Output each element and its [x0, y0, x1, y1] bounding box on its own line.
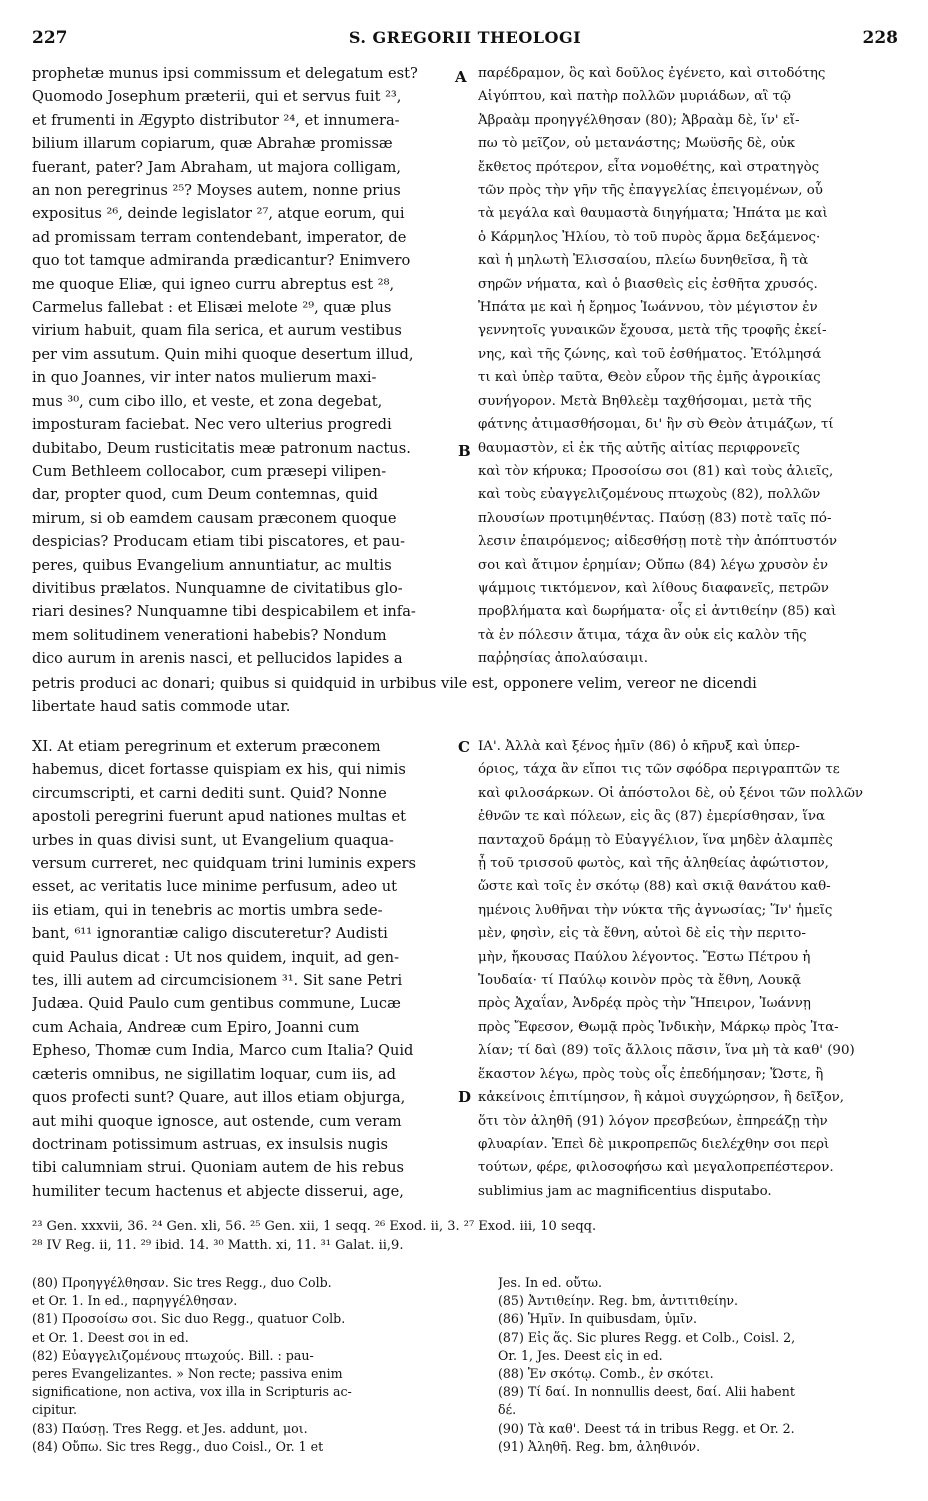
- greek-text-line: ὁ Κάρμηλος Ἠλίου, τὸ τοῦ πυρὸς ἅρμα δεξάμενος·: [478, 229, 821, 245]
- note-line: (83) Παύσῃ. Tres Regg. et Jes. addunt, μοι.: [32, 1420, 308, 1436]
- latin-text-line: dico aurum in arenis nasci, et pellucidos lapides a: [32, 650, 403, 668]
- greek-text-line: τὰ μεγάλα καὶ θαυμαστὰ διηγήματα; Ἠπάτα με καὶ: [478, 206, 828, 222]
- latin-text-line: despicias? Producam etiam tibi piscatores, et pau-: [32, 533, 406, 551]
- greek-text-line: πανταχοῦ δράμῃ τὸ Εὐαγγέλιον, ἵνα μηδὲν ἀλαμπὲς: [478, 832, 833, 848]
- greek-text-line: φλυαρίαν. Ἐπεὶ δὲ μικροπρεπῶς διελέχθην σοι περὶ: [478, 1136, 830, 1152]
- greek-text-line: σηρῶν νήματα, καὶ ὁ βιασθεὶς εἰς ἐσθῆτα χρυσός.: [478, 276, 818, 292]
- latin-text-line: divitibus prælatos. Nunquamne de civitatibus glo-: [32, 579, 403, 597]
- page-header: [32, 28, 898, 56]
- greek-text-line: όριος, τάχα ἂν εἴποι τις τῶν σφόδρα περιγραπτῶν τε: [478, 762, 840, 778]
- latin-text-line: dar, propter quod, cum Deum contemnas, quid: [32, 486, 378, 504]
- latin-text-line: virium habuit, quam fila serica, et aurum vestibus: [32, 322, 402, 340]
- note-line: et Or. 1. In ed., παρηγγέλθησαν.: [32, 1293, 238, 1309]
- note-line: Or. 1, Jes. Deest εἰς in ed.: [498, 1347, 663, 1363]
- greek-text-line: sublimius jam ac magnificentius disputabo.: [478, 1183, 772, 1199]
- latin-text-line: doctrinam potissimum astruas, ex insulsis nugis: [32, 1135, 389, 1153]
- greek-text-line: μὲν, φησὶν, εἰς τὰ ἔθνη, αὐτοὶ δὲ εἰς τὴν περιτο-: [478, 926, 806, 942]
- full-width-text: [32, 672, 900, 719]
- note-line: Jes. In ed. οὔτω.: [498, 1275, 603, 1290]
- greek-text-line: μὴν, ἤκουσας Παύλου λέγοντος. Ἔστω Πέτρου ἡ: [478, 949, 811, 965]
- greek-text-line: ΙΑ'. Ἀλλὰ καὶ ξένος ἡμῖν (86) ὁ κῆρυξ καὶ ὑπερ-: [478, 739, 800, 754]
- latin-text-line: Cum Bethleem collocabor, cum præsepi vilipen-: [32, 462, 387, 480]
- latin-text-line: quos profecti sunt? Quare, aut illos etiam objurga,: [32, 1089, 406, 1107]
- latin-text-line: riari desines? Nunquamne tibi despicabilem et infa-: [32, 603, 416, 621]
- latin-text-line: XI. At etiam peregrinum et exterum præconem: [32, 738, 381, 755]
- greek-text-line: καὶ ἡ μηλωτὴ Ἐλισσαίου, πλείω δυνηθεῖσα, ἢ τὰ: [478, 253, 809, 269]
- greek-text-line: Ἠπάτα με καὶ ἡ ἔρημος Ἰωάννου, τὸν μέγιστον ἐν: [478, 300, 818, 316]
- latin-text-line: expositus ²⁶, deinde legislator ²⁷, atque eorum, qui: [32, 205, 405, 223]
- latin-text-line: bilium illarum copiarum, quæ Abrahæ promissæ: [32, 135, 393, 153]
- greek-text-line: ψάμμοις τικτόμενον, καὶ λίθους διαφανεῖς, πετρῶν: [478, 580, 829, 596]
- greek-text-line: Ἰουδαία· τί Παύλῳ κοινὸν πρὸς τὰ ἔθνη, Λουκᾷ: [478, 973, 802, 989]
- greek-text-line: Ἀβραὰμ προηγγέλθησαν (80); Ἀβραὰμ δὲ, ἵν' εἴ-: [478, 112, 800, 128]
- greek-text-line: καὶ τοὺς εὐαγγελιζομένους πτωχοὺς (82), πολλῶν: [478, 487, 821, 503]
- greek-text-line: ὅτι τὸν ἀληθῆ (91) λόγον πρεσβεύων, ἐπηρεάζῃ τὴν: [478, 1113, 828, 1129]
- greek-text-line: παρέδραμον, ὃς καὶ δοῦλος ἐγένετο, καὶ σιτοδότης: [478, 66, 826, 81]
- scripture-reference-line: ²³ Gen. xxxvii, 36. ²⁴ Gen. xli, 56. ²⁵ Gen. xii, 1 seqq. ²⁶ Exod. ii, 3. ²⁷ Exod. iii, 10 seqq.: [32, 1219, 597, 1234]
- greek-text-line: νης, καὶ τῆς ζώνης, καὶ τοῦ ἐσθήματος. Ἐτόλμησά: [478, 346, 822, 362]
- latin-text-line: Quomodo Josephum præterii, qui et servus fuit ²³,: [32, 88, 402, 106]
- latin-text-line: habemus, dicet fortasse quispiam ex his, qui nimis: [32, 761, 406, 779]
- greek-text-line: πλουσίων προτιμηθέντας. Παύσῃ (83) ποτὲ ταῖς πό-: [478, 510, 832, 526]
- greek-text-line: πρὸς Ἀχαΐαν, Ἀνδρέᾳ πρὸς τὴν Ἤπειρον, Ἰωάννῃ: [478, 996, 811, 1012]
- note-line: δέ.: [498, 1402, 517, 1418]
- note-line: (84) Οὔπω. Sic tres Regg., duo Coisl., Or. 1 et: [32, 1438, 324, 1454]
- margin-letter-a: A: [455, 68, 467, 86]
- note-line: (86) Ἡμῖν. In quibusdam, ὑμῖν.: [498, 1311, 698, 1327]
- latin-text-line: me quoque Eliæ, qui igneo curru abreptus est ²⁸,: [32, 275, 395, 293]
- latin-text-line: an non peregrinus ²⁵? Moyses autem, nonne prius: [32, 182, 401, 200]
- latin-text-line: mus ³⁰, cum cibo illo, et veste, et zona degebat,: [32, 392, 383, 410]
- note-line: peres Evangelizantes. » Non recte; passiva enim: [32, 1366, 343, 1382]
- greek-text-line: προβλήματα καὶ δωρήματα· οἷς εἰ ἀντιθείην (85) καὶ: [478, 604, 837, 620]
- latin-text-line: tibi calumniam strui. Quoniam autem de his rebus: [32, 1159, 405, 1177]
- page-number-left: 227: [32, 28, 68, 48]
- note-line: (90) Τὰ καθ'. Deest τά in tribus Regg. et Or. 2.: [498, 1420, 795, 1436]
- greek-text-line: κἀκείνοις ἐπιτίμησον, ἢ κἀμοὶ συγχώρησον, ἢ δεῖξον,: [478, 1090, 845, 1106]
- greek-text-line: θαυμαστὸν, εἰ ἐκ τῆς αὐτῆς αἰτίας περιφρονεῖς: [478, 440, 800, 456]
- margin-letter-d: D: [458, 1088, 472, 1106]
- greek-text-line: λίαν; τί δαὶ (89) τοῖς ἄλλοις πᾶσιν, ἵνα μὴ τὰ καθ' (90): [478, 1043, 855, 1059]
- greek-text-line: συνήγορον. Μετὰ Βηθλεὲμ ταχθήσομαι, μετὰ τῆς: [478, 393, 812, 409]
- critical-notes-left: [32, 1274, 452, 1456]
- latin-text-line: Epheso, Thomæ cum India, Marco cum Italia? Quid: [32, 1042, 414, 1060]
- page-number-right: 228: [862, 28, 898, 48]
- greek-text-line: ημένοις λυθῆναι τὴν νύκτα τῆς ἀγνωσίας; Ἵν' ἡμεῖς: [478, 902, 833, 918]
- note-line: significatione, non activa, vox illa in Scripturis ac-: [32, 1384, 352, 1400]
- latin-text-line: versum curreret, nec quidquam trini luminis expers: [32, 855, 416, 873]
- note-line: (85) Ἀντιθείην. Reg. bm, ἀντιτιθείην.: [498, 1293, 738, 1309]
- margin-letter-b: B: [458, 442, 471, 460]
- greek-text-line: καὶ φιλοσάρκων. Οἱ ἀπόστολοι δὲ, οὐ ξένοι τῶν πολλῶν: [478, 785, 864, 801]
- latin-text-line: et frumenti in Ægypto distributor ²⁴, et innumera-: [32, 111, 400, 129]
- note-line: (88) Ἐν σκότῳ. Comb., ἐν σκότει.: [498, 1366, 714, 1382]
- latin-text-line: cum Achaia, Andreæ cum Epiro, Joanni cum: [32, 1018, 360, 1036]
- full-width-line: petris produci ac donari; quibus si quidquid in urbibus vile est, opponere velim, vereor ne dicendi: [32, 675, 757, 692]
- latin-text-line: prophetæ munus ipsi commissum et delegatum est?: [32, 65, 418, 82]
- latin-text-line: apostoli peregrini fuerunt apud nationes multas et: [32, 808, 407, 826]
- latin-text-line: quid Paulus dicat : Ut nos quidem, inquit, ad gen-: [32, 948, 400, 966]
- latin-text-line: peres, quibus Evangelium annuntiatur, ac multis: [32, 556, 392, 574]
- latin-text-line: cæteris omnibus, ne sigillatim loquar, cum iis, ad: [32, 1065, 396, 1083]
- latin-text-line: iis etiam, qui in tenebris ac mortis umbra sede-: [32, 901, 383, 919]
- margin-letter-c: C: [458, 738, 470, 756]
- scripture-references: [32, 1217, 902, 1255]
- greek-text-line: φάτνης ἀτιμασθήσομαι, δι' ἣν σὺ Θεὸν ἀτιμάζων, τί: [478, 417, 834, 433]
- latin-text-line: circumscripti, et carni dediti sunt. Quid? Nonne: [32, 784, 387, 802]
- greek-text-line: καὶ τὸν κήρυκα; Προσοίσω σοι (81) καὶ τοὺς ἁλιεῖς,: [478, 463, 834, 479]
- note-line: (81) Προσοίσω σοι. Sic duo Regg., quatuor Colb.: [32, 1311, 346, 1327]
- latin-text-line: per vim assutum. Quin mihi quoque desertum illud,: [32, 345, 414, 363]
- latin-text-line: Carmelus fallebat : et Elisæi melote ²⁹, quæ plus: [32, 299, 392, 317]
- note-line: (82) Εὐαγγελιζομένους πτωχούς. Bill. : pau-: [32, 1347, 314, 1363]
- critical-notes-right: [498, 1274, 898, 1456]
- greek-text-line: σοι καὶ ἄτιμον ἐρημίαν; Οὔπω (84) λέγω χρυσὸν ἐν: [478, 557, 828, 573]
- greek-text-line: τούτων, φέρε, φιλοσοφήσω καὶ μεγαλοπρεπέστερον.: [478, 1160, 834, 1176]
- latin-text-line: bant, ⁶¹¹ ignorantiæ caligo discuteretur? Audisti: [32, 925, 388, 943]
- greek-text-line: ἐθνῶν τε καὶ πόλεων, εἰς ἃς (87) ἐμερίσθησαν, ἵνα: [478, 809, 826, 825]
- note-line: (80) Προηγγέλθησαν. Sic tres Regg., duo Colb.: [32, 1275, 332, 1290]
- scripture-reference-line: ²⁸ IV Reg. ii, 11. ²⁹ ibid. 14. ³⁰ Matth. xi, 11. ³¹ Galat. ii,9.: [32, 1238, 404, 1253]
- latin-text-line: Judæa. Quid Paulo cum gentibus commune, Lucæ: [32, 995, 401, 1013]
- latin-text-line: dubitabo, Deum rusticitatis meæ patronum nactus.: [32, 439, 411, 457]
- note-line: (89) Τί δαί. In nonnullis deest, δαί. Alii habent: [498, 1384, 795, 1400]
- note-line: (91) Ἀληθῆ. Reg. bm, ἀληθινόν.: [498, 1438, 701, 1454]
- latin-text-line: mirum, si ob eamdem causam præconem quoque: [32, 509, 397, 527]
- latin-text-line: ad promissam terram contendebant, imperator, de: [32, 228, 407, 246]
- greek-text-line: γεννητοῖς γυναικῶν ἔχουσα, μετὰ τῆς τροφῆς ἐκεί-: [478, 323, 827, 339]
- latin-text-line: mem solitudinem venerationi habebis? Nondum: [32, 626, 387, 644]
- greek-column-top: [478, 62, 898, 671]
- latin-text-line: esset, ac veritatis luce minime perfusum, adeo ut: [32, 878, 397, 896]
- latin-text-line: urbes in quas divisi sunt, ut Evangelium quaqua-: [32, 831, 394, 849]
- latin-text-line: tes, illi autem ad circumcisionem ³¹. Sit sane Petri: [32, 972, 403, 990]
- greek-text-line: ἔκθετος πρότερον, εἶτα νομοθέτης, καὶ στρατηγὸς: [478, 159, 820, 175]
- running-title: S. GREGORII THEOLOGI: [348, 28, 582, 47]
- latin-text-line: imposturam faciebat. Nec vero ulterius progredi: [32, 416, 392, 434]
- greek-text-line: τι καὶ ὑπὲρ ταῦτα, Θεὸν εὗρον τῆς ἐμῆς ἀγροικίας: [478, 370, 821, 386]
- greek-text-line: ἕκαστον λέγω, πρὸς τοὺς οἷς ἐπεδήμησαν; Ὥστε, ἢ: [478, 1066, 824, 1082]
- greek-column-bottom: [478, 735, 898, 1203]
- full-width-line: libertate haud satis commode utar.: [32, 698, 291, 716]
- latin-text-line: in quo Joannes, vir inter natos mulierum maxi-: [32, 369, 377, 387]
- latin-text-line: humiliter tecum hactenus et abjecte disserui, age,: [32, 1182, 404, 1200]
- latin-column-bottom: [32, 735, 450, 1203]
- greek-text-line: τὰ ἐν πόλεσιν ἄτιμα, τάχα ἂν οὐκ εἰς καλὸν τῆς: [478, 627, 807, 643]
- greek-text-line: τῶν πρὸς τὴν γῆν τῆς ἐπαγγελίας ἐπειγομένων, οὗ: [478, 183, 823, 199]
- greek-text-line: παῤῥησίας ἀπολαύσαιμι.: [478, 651, 649, 667]
- note-line: et Or. 1. Deest σοι in ed.: [32, 1329, 189, 1345]
- greek-text-line: ᾖ τοῦ τρισσοῦ φωτὸς, καὶ τῆς ἀληθείας ἀφώτιστον,: [478, 856, 829, 872]
- greek-text-line: πρὸς Ἔφεσον, Θωμᾷ πρὸς Ἰνδικὴν, Μάρκῳ πρὸς Ἰτα-: [478, 1019, 839, 1035]
- latin-text-line: fuerant, pater? Jam Abraham, ut majora colligam,: [32, 158, 401, 176]
- greek-text-line: πω τὸ μεῖζον, οὐ μετανάστης; Μωϋσῆς δὲ, οὐκ: [478, 136, 796, 152]
- latin-column-top: [32, 62, 450, 671]
- note-line: (87) Εἰς ἅς. Sic plures Regg. et Colb., Coisl. 2,: [498, 1329, 796, 1345]
- greek-text-line: ὥστε καὶ τοῖς ἐν σκότῳ (88) καὶ σκιᾷ θανάτου καθ-: [478, 879, 831, 895]
- note-line: cipitur.: [32, 1402, 77, 1418]
- greek-text-line: Αἰγύπτου, καὶ πατὴρ πολλῶν μυριάδων, αἳ τῷ: [478, 89, 791, 105]
- latin-text-line: aut mihi quoque ignosce, aut ostende, cum veram: [32, 1112, 402, 1130]
- latin-text-line: quo tot tamque admiranda prædicantur? Enimvero: [32, 252, 411, 270]
- greek-text-line: λεσιν ἐπαιρόμενος; αἰδεσθήσῃ ποτὲ τὴν ἀπόπτυστόν: [478, 534, 838, 550]
